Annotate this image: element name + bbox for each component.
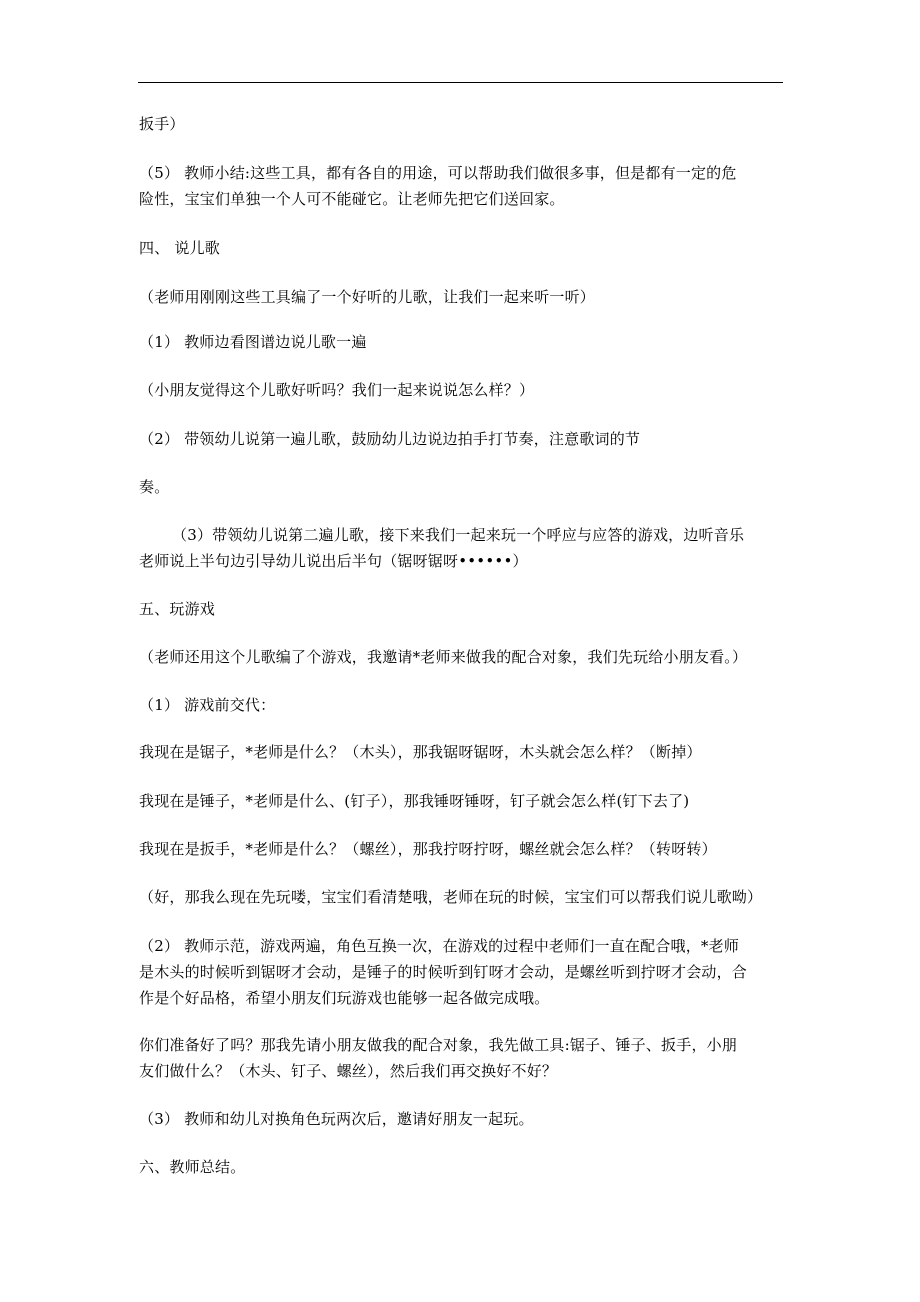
text-line: 扳手） — [139, 115, 185, 133]
text-line: （小朋友觉得这个儿歌好听吗？我们一起来说说怎么样？） — [139, 381, 535, 399]
text-line: 奏。 — [139, 478, 170, 496]
text-line: （1） 教师边看图谱边说儿歌一遍 — [139, 333, 367, 351]
text-line: （老师还用这个儿歌编了个游戏，我邀请*老师来做我的配合对象，我们先玩给小朋友看。） — [139, 648, 748, 666]
text-line: （3）带领幼儿说第二遍儿歌，接下来我们一起来玩一个呼应与应答的游戏，边听音乐 — [172, 526, 745, 544]
text-line: 我现在是锤子，*老师是什么、(钉子），那我锤呀锤呀，钉子就会怎么样(钉下去了) — [139, 792, 690, 810]
section-heading: 四、 说儿歌 — [139, 239, 220, 257]
section-heading: 六、教师总结。 — [139, 1158, 246, 1176]
text-line: 是木头的时候听到锯呀才会动，是锤子的时候听到钉呀才会动，是螺丝听到拧呀才会动，合 — [139, 963, 748, 981]
text-line: 老师说上半句边引导幼儿说出后半句（锯呀锯呀••••••） — [139, 552, 528, 570]
section-heading: 五、玩游戏 — [139, 600, 216, 618]
text-line: 友们做什么？（木头、钉子、螺丝），然后我们再交换好不好？ — [139, 1062, 558, 1080]
text-line: 我现在是锯子，*老师是什么？（木头），那我锯呀锯呀，木头就会怎么样？（断掉） — [139, 743, 702, 761]
text-line: （3） 教师和幼儿对换角色玩两次后，邀请好朋友一起玩。 — [139, 1110, 534, 1128]
text-line: 你们准备好了吗？那我先请小朋友做我的配合对象，我先做工具:锯子、锤子、扳手，小朋 — [139, 1036, 738, 1054]
text-line: （好，那我么现在先玩喽，宝宝们看清楚哦，老师在玩的时候，宝宝们可以帮我们说儿歌呦） — [139, 888, 763, 906]
text-line: （2） 教师示范，游戏两遍，角色互换一次，在游戏的过程中老师们一直在配合哦，*老师 — [139, 937, 740, 955]
text-line: （5） 教师小结:这些工具，都有各自的用途，可以帮助我们做很多事，但是都有一定的危 — [139, 164, 737, 182]
text-line: 作是个好品格，希望小朋友们玩游戏也能够一起各做完成哦。 — [139, 989, 550, 1007]
header-rule — [138, 82, 783, 83]
text-line: （老师用刚刚这些工具编了一个好听的儿歌，让我们一起来听一听） — [139, 288, 596, 306]
text-line: （1） 游戏前交代： — [139, 696, 276, 714]
text-line: （2） 带领幼儿说第一遍儿歌，鼓励幼儿边说边拍手打节奏，注意歌词的节 — [139, 430, 641, 448]
text-line: 我现在是扳手，*老师是什么？（螺丝），那我拧呀拧呀，螺丝就会怎么样？（转呀转） — [139, 840, 717, 858]
text-line: 险性，宝宝们单独一个人可不能碰它。让老师先把它们送回家。 — [139, 190, 565, 208]
